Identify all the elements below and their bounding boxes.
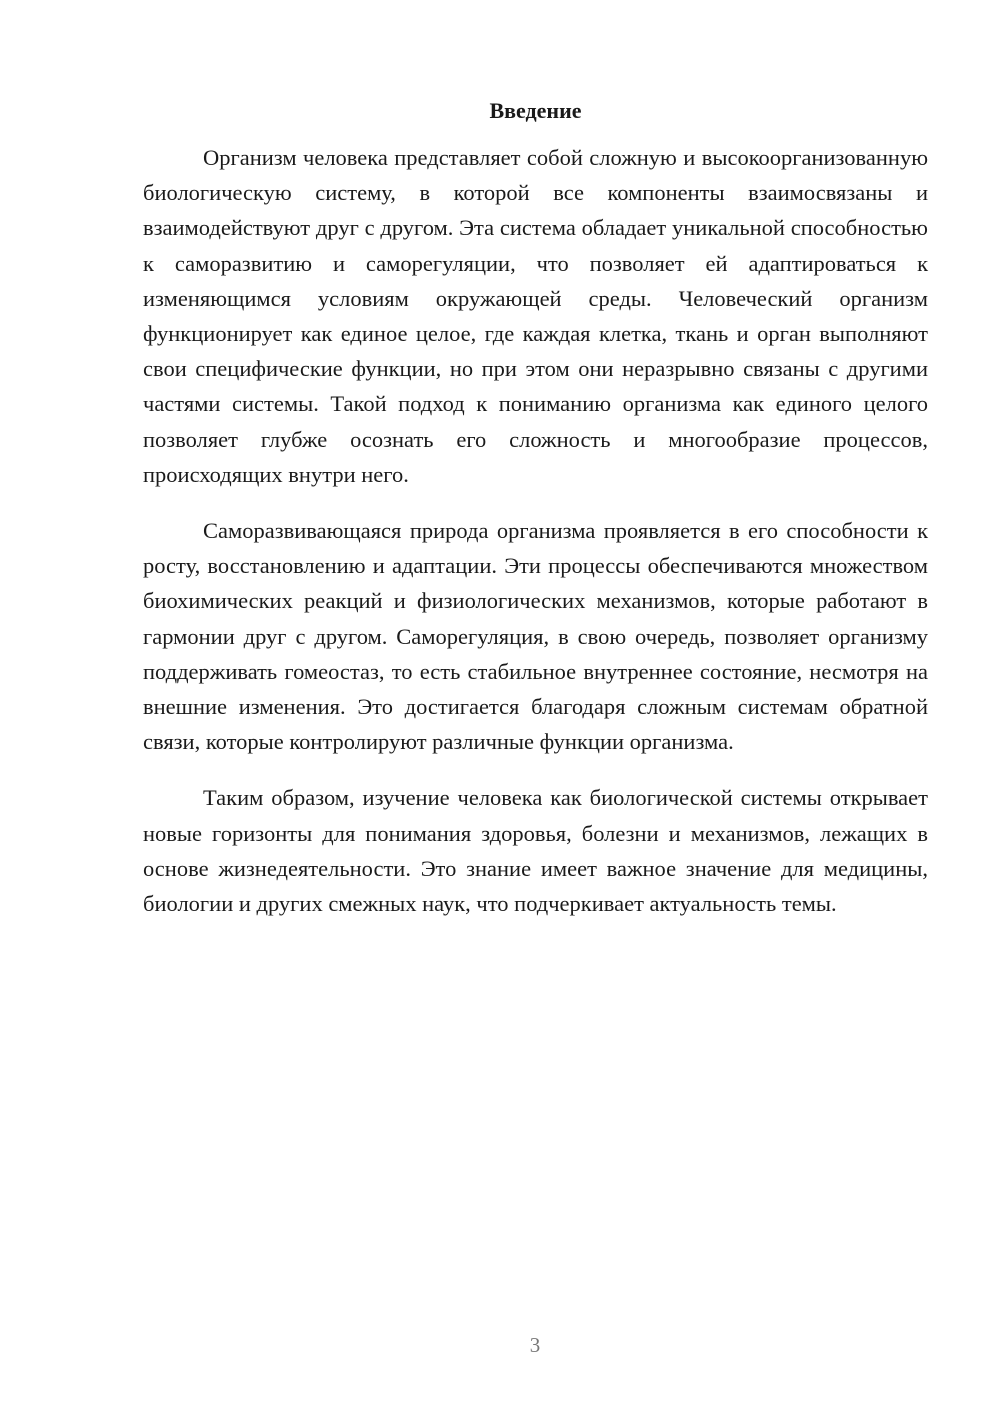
paragraph-2: Саморазвивающаяся природа организма проявляется в его способности к росту, восстановлению и адаптации. Эти процессы обеспечиваются множеством биохимических реакций и физиологических механизмов, которые работают в гармонии друг с другом. Саморегуляция, в свою очередь, позволяет организму поддерживать гомеостаз, то есть стабильное внутреннее состояние, несмотря на внешние изменения. Это достигается благодаря сложным системам обратной связи, которые контролируют различные функции организма. (143, 518, 928, 755)
page-number: 3 (529, 1333, 541, 1357)
paragraph-1: Организм человека представляет собой сложную и высокоорганизованную биологическую систему, в которой все компоненты взаимосвязаны и взаимодействуют друг с другом. Эта система обладает уникальной способностью к саморазвитию и саморегуляции, что позволяет ей адаптироваться к изменяющимся условиям окружающей среды. Человеческий организм функционирует как единое целое, где каждая клетка, ткань и орган выполняют свои специфические функции, но при этом они неразрывно связаны с другими частями системы. Такой подход к пониманию организма как единого целого позволяет глубже осознать его сложность и многообразие процессов, происходящих внутри него. (143, 145, 928, 487)
section-title: Введение (489, 98, 582, 123)
paragraph-3: Таким образом, изучение человека как биологической системы открывает новые горизонты для понимания здоровья, болезни и механизмов, лежащих в основе жизнедеятельности. Это знание имеет важное значение для медицины, биологии и других смежных наук, что подчеркивает актуальность темы. (143, 785, 928, 917)
document-body (143, 96, 928, 921)
